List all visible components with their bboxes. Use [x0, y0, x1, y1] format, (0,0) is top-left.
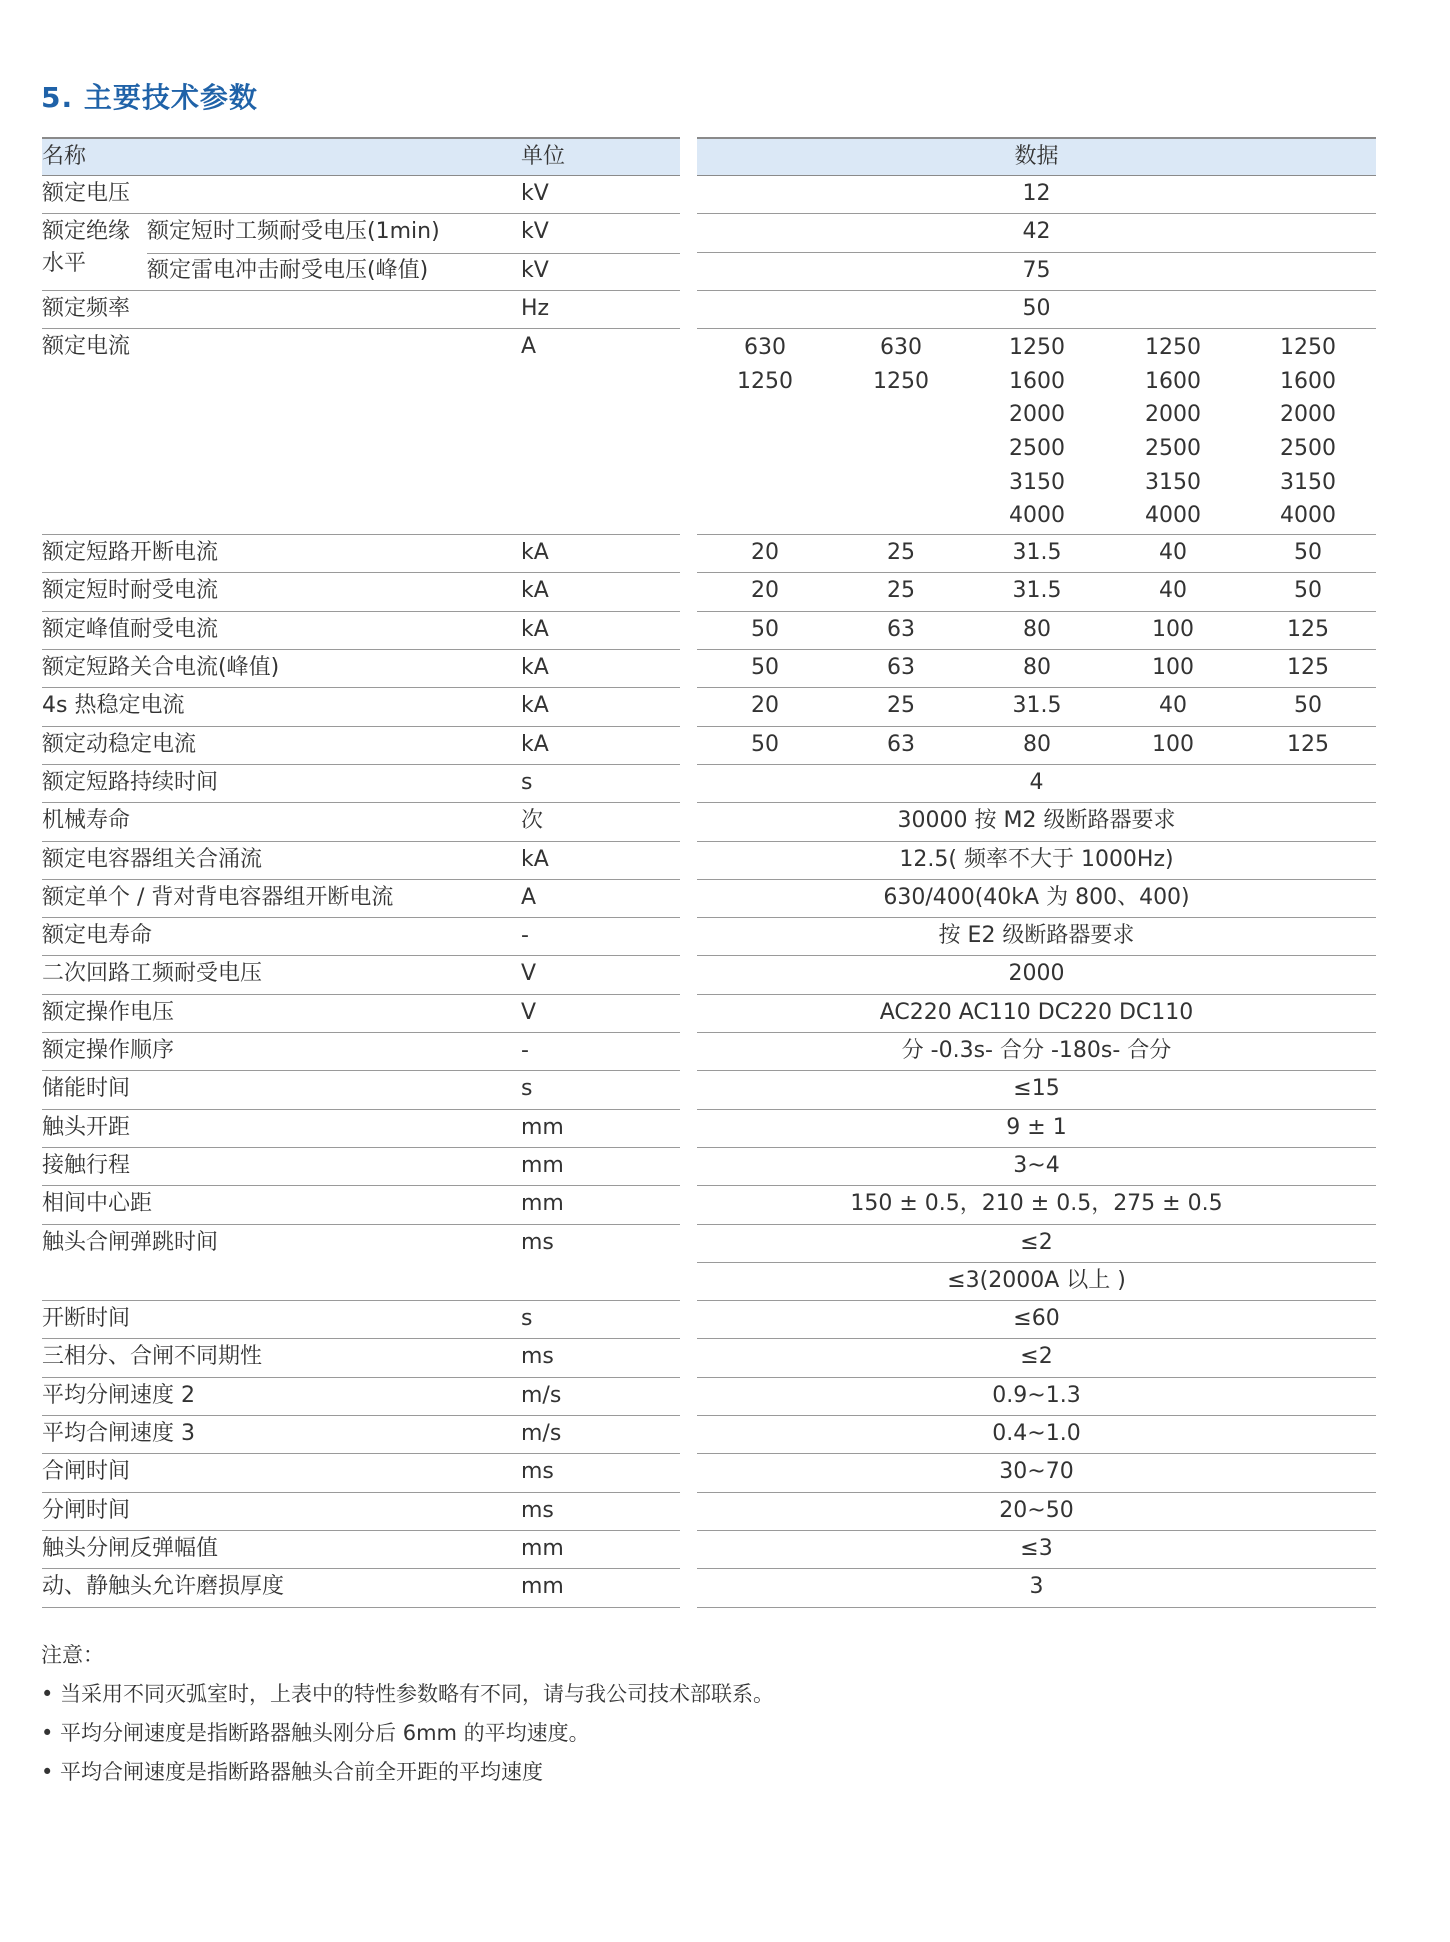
param-name: 额定单个 / 背对背电容器组开断电流 — [42, 884, 394, 910]
data-row — [697, 1531, 1376, 1569]
value-cell: 100 — [1152, 655, 1194, 681]
header-data: 数据 — [1014, 144, 1059, 169]
current-column — [1240, 331, 1376, 533]
value: 按 E2 级断路器要求 — [938, 923, 1135, 949]
value: ≤2 — [1020, 1344, 1053, 1370]
param-unit: ms — [521, 1497, 554, 1523]
param-unit: kA — [521, 693, 549, 719]
current-value: 3150 — [1280, 469, 1336, 495]
current-value: 630 — [744, 335, 786, 361]
param-unit: ms — [521, 1459, 554, 1485]
param-name: 合闸时间 — [42, 1459, 131, 1485]
value: ≤15 — [1013, 1076, 1060, 1102]
param-name: 额定短路关合电流(峰值) — [42, 655, 280, 681]
param-table-left — [42, 137, 680, 1608]
data-row — [697, 1454, 1376, 1492]
value-cell: 25 — [887, 578, 915, 604]
value-cell: 125 — [1287, 655, 1329, 681]
value-cell: 50 — [1294, 578, 1322, 604]
table-row — [42, 1416, 680, 1454]
table-row — [42, 176, 680, 214]
data-row — [697, 1339, 1376, 1377]
data-row — [697, 1148, 1376, 1186]
note-item: • 平均分闸速度是指断路器触头刚分后 6mm 的平均速度。 — [41, 1721, 590, 1745]
data-row — [697, 573, 1376, 611]
current-value: 1250 — [873, 368, 929, 394]
data-row — [697, 535, 1376, 573]
table-row — [42, 727, 680, 765]
param-name: 平均合闸速度 3 — [42, 1421, 195, 1447]
current-value: 3150 — [1145, 469, 1201, 495]
table-row — [42, 1569, 680, 1607]
table-row — [42, 535, 680, 573]
current-column — [969, 331, 1105, 533]
value-cell: 63 — [887, 616, 915, 642]
data-row — [697, 765, 1376, 803]
table-row — [42, 291, 680, 329]
param-unit: Hz — [521, 295, 550, 321]
table-row — [42, 1148, 680, 1186]
param-unit: kA — [521, 655, 549, 681]
table-row — [42, 842, 680, 880]
value: ≤2 — [1020, 1229, 1053, 1255]
value-cell: 20 — [751, 693, 779, 719]
data-row — [697, 1493, 1376, 1531]
value-cell: 80 — [1023, 731, 1051, 757]
param-unit: 次 — [521, 808, 544, 834]
table-row — [42, 1531, 680, 1569]
param-unit: kA — [521, 616, 549, 642]
data-row — [697, 880, 1376, 918]
data-row — [697, 176, 1376, 214]
param-unit: mm — [521, 1535, 564, 1561]
param-unit: A — [521, 884, 537, 910]
value-cell: 20 — [751, 578, 779, 604]
param-name: 额定操作电压 — [42, 999, 175, 1025]
param-name: 机械寿命 — [42, 808, 131, 834]
sub-row — [147, 214, 680, 253]
param-name: 触头开距 — [42, 1114, 131, 1140]
value: 75 — [1022, 257, 1051, 283]
current-value: 1250 — [1145, 335, 1201, 361]
data-row — [697, 803, 1376, 841]
value: 3 — [1029, 1574, 1044, 1600]
param-unit: mm — [521, 1114, 564, 1140]
value-cell: 50 — [1294, 540, 1322, 566]
data-row — [697, 1569, 1376, 1607]
notes — [41, 1636, 774, 1792]
value-cell: 125 — [1287, 731, 1329, 757]
current-value: 4000 — [1280, 503, 1336, 529]
value: 30~70 — [999, 1459, 1074, 1485]
value-cell: 63 — [887, 655, 915, 681]
param-unit: ms — [521, 1229, 554, 1255]
param-unit: kA — [521, 578, 549, 604]
value-cell: 40 — [1159, 540, 1187, 566]
current-value: 2000 — [1145, 402, 1201, 428]
value-cell: 50 — [1294, 693, 1322, 719]
data-row — [697, 291, 1376, 329]
table-row — [42, 1301, 680, 1339]
table-row — [42, 329, 680, 535]
param-unit: A — [521, 334, 537, 360]
param-name: 二次回路工频耐受电压 — [42, 961, 263, 987]
current-value: 3150 — [1009, 469, 1065, 495]
data-row — [697, 842, 1376, 880]
param-unit: ms — [521, 1344, 554, 1370]
param-unit: m/s — [521, 1382, 562, 1408]
value: 0.4~1.0 — [992, 1421, 1081, 1447]
value: 12 — [1022, 181, 1051, 206]
table-row — [42, 650, 680, 688]
data-row — [697, 1033, 1376, 1071]
value: 9 ± 1 — [1006, 1114, 1067, 1140]
param-name: 三相分、合闸不同期性 — [42, 1344, 263, 1370]
param-name: 触头合闸弹跳时间 — [42, 1229, 219, 1255]
data-row — [697, 1186, 1376, 1224]
data-row — [697, 214, 1376, 252]
data-row — [697, 650, 1376, 688]
table-row — [42, 1454, 680, 1492]
table-row-group — [42, 214, 680, 291]
current-value: 630 — [880, 335, 922, 361]
param-unit: V — [521, 961, 537, 987]
table-row — [42, 918, 680, 956]
current-column — [1105, 331, 1241, 533]
current-value: 4000 — [1145, 503, 1201, 529]
value: 150 ± 0.5，210 ± 0.5，275 ± 0.5 — [850, 1191, 1223, 1217]
current-value: 4000 — [1009, 503, 1065, 529]
header-unit: 单位 — [521, 144, 566, 169]
value-cell: 80 — [1023, 655, 1051, 681]
sub-name: 额定雷电冲击耐受电压(峰值) — [147, 257, 429, 283]
sub-row — [147, 253, 680, 291]
param-unit: V — [521, 999, 537, 1025]
value: 分 -0.3s- 合分 -180s- 合分 — [901, 1038, 1172, 1064]
data-row — [697, 612, 1376, 650]
value: 3~4 — [1013, 1152, 1060, 1178]
param-name: 额定电容器组关合涌流 — [42, 846, 263, 872]
table-row — [42, 1110, 680, 1148]
value-cell: 40 — [1159, 578, 1187, 604]
param-unit: s — [521, 769, 533, 795]
param-unit: s — [521, 1306, 533, 1332]
table-row — [42, 765, 680, 803]
current-value: 1250 — [1009, 335, 1065, 361]
data-row — [697, 918, 1376, 956]
value-cell: 100 — [1152, 731, 1194, 757]
value: AC220 AC110 DC220 DC110 — [879, 999, 1194, 1025]
param-unit: kA — [521, 846, 549, 872]
value-cell: 50 — [751, 655, 779, 681]
current-value: 2500 — [1009, 435, 1065, 461]
data-row — [697, 688, 1376, 726]
data-row — [697, 956, 1376, 994]
param-name: 4s 热稳定电流 — [42, 693, 185, 719]
current-column — [697, 331, 833, 398]
data-row — [697, 727, 1376, 765]
table-row — [42, 573, 680, 611]
table-header-left — [42, 137, 680, 176]
header-name: 名称 — [42, 144, 87, 169]
current-value: 1250 — [1280, 335, 1336, 361]
note-item: • 当采用不同灭弧室时，上表中的特性参数略有不同，请与我公司技术部联系。 — [41, 1682, 775, 1706]
data-row — [697, 1301, 1376, 1339]
value-cell: 20 — [751, 540, 779, 566]
param-name: 额定短路持续时间 — [42, 769, 219, 795]
data-row — [697, 253, 1376, 291]
value: 630/400(40kA 为 800、400) — [883, 884, 1190, 910]
param-unit: kA — [521, 731, 549, 757]
data-row — [697, 1071, 1376, 1109]
value-cell: 80 — [1023, 616, 1051, 642]
value: 0.9~1.3 — [992, 1382, 1081, 1408]
value-cell: 25 — [887, 693, 915, 719]
table-row — [42, 1493, 680, 1531]
current-value: 1600 — [1009, 368, 1065, 394]
data-row — [697, 1378, 1376, 1416]
sub-unit: kV — [521, 219, 549, 245]
data-row — [697, 1110, 1376, 1148]
table-row — [42, 688, 680, 726]
value-cell: 63 — [887, 731, 915, 757]
param-table-right — [697, 137, 1376, 1608]
data-row — [697, 995, 1376, 1033]
param-name: 额定短时耐受电流 — [42, 578, 219, 604]
param-name: 额定电流 — [42, 334, 131, 360]
value: ≤60 — [1013, 1306, 1060, 1332]
param-unit: mm — [521, 1574, 564, 1600]
param-name: 额定频率 — [42, 295, 131, 321]
value: 4 — [1029, 769, 1044, 795]
value-cell: 31.5 — [1012, 578, 1062, 604]
param-name: 分闸时间 — [42, 1497, 131, 1523]
param-name: 额定短路开断电流 — [42, 540, 219, 566]
param-unit: - — [521, 923, 529, 949]
table-row — [42, 612, 680, 650]
value-cell: 31.5 — [1012, 693, 1062, 719]
data-row — [697, 1263, 1376, 1301]
param-name: 动、静触头允许磨损厚度 — [42, 1574, 285, 1600]
current-value: 1600 — [1280, 368, 1336, 394]
param-name: 额定动稳定电流 — [42, 731, 197, 757]
value: 12.5( 频率不大于 1000Hz) — [899, 846, 1174, 872]
value-cell: 50 — [751, 731, 779, 757]
table-row — [42, 995, 680, 1033]
value: 20~50 — [999, 1497, 1074, 1523]
value: 30000 按 M2 级断路器要求 — [897, 808, 1176, 834]
param-unit: mm — [521, 1152, 564, 1178]
table-row — [42, 1225, 680, 1302]
param-unit: mm — [521, 1191, 564, 1217]
current-value: 2000 — [1009, 402, 1065, 428]
param-name: 开断时间 — [42, 1306, 131, 1332]
data-row — [697, 1416, 1376, 1454]
param-name: 触头分闸反弹幅值 — [42, 1535, 219, 1561]
value-cell: 50 — [751, 616, 779, 642]
param-name: 额定电压 — [42, 181, 131, 206]
table-row — [42, 956, 680, 994]
table-row — [42, 1186, 680, 1224]
current-value: 1250 — [737, 368, 793, 394]
param-unit: m/s — [521, 1421, 562, 1447]
table-row — [42, 1033, 680, 1071]
current-column — [833, 331, 969, 398]
table-row — [42, 803, 680, 841]
data-row-current — [697, 329, 1376, 535]
sub-name: 额定短时工频耐受电压(1min) — [147, 219, 440, 245]
data-row — [697, 1225, 1376, 1263]
table-header-right — [697, 137, 1376, 176]
param-name: 储能时间 — [42, 1076, 131, 1102]
value: 42 — [1022, 219, 1051, 245]
value: 2000 — [1008, 961, 1065, 987]
value: ≤3 — [1020, 1535, 1053, 1561]
param-unit: kV — [521, 181, 549, 206]
param-name: 相间中心距 — [42, 1191, 153, 1217]
sub-unit: kV — [521, 257, 549, 283]
current-value: 2500 — [1145, 435, 1201, 461]
param-name: 平均分闸速度 2 — [42, 1382, 195, 1408]
table-row — [42, 1339, 680, 1377]
param-unit: - — [521, 1038, 529, 1064]
value: 50 — [1022, 295, 1051, 321]
current-value: 2000 — [1280, 402, 1336, 428]
param-name: 额定峰值耐受电流 — [42, 616, 219, 642]
current-value: 1600 — [1145, 368, 1201, 394]
section-title: 5. 主要技术参数 — [41, 81, 258, 114]
value-cell: 125 — [1287, 616, 1329, 642]
param-name: 额定电寿命 — [42, 923, 153, 949]
param-unit: s — [521, 1076, 533, 1102]
value-cell: 25 — [887, 540, 915, 566]
table-row — [42, 880, 680, 918]
value-cell: 100 — [1152, 616, 1194, 642]
param-unit: kA — [521, 540, 549, 566]
value-cell: 40 — [1159, 693, 1187, 719]
value-cell: 31.5 — [1012, 540, 1062, 566]
current-value: 2500 — [1280, 435, 1336, 461]
group-label: 额定绝缘水平 — [42, 219, 131, 277]
table-row — [42, 1378, 680, 1416]
note-item: • 平均合闸速度是指断路器触头合前全开距的平均速度 — [41, 1760, 544, 1784]
notes-heading: 注意： — [41, 1643, 104, 1667]
param-name: 接触行程 — [42, 1152, 131, 1178]
table-row — [42, 1071, 680, 1109]
value-2: ≤3(2000A 以上 ) — [947, 1267, 1126, 1293]
param-name: 额定操作顺序 — [42, 1038, 175, 1064]
